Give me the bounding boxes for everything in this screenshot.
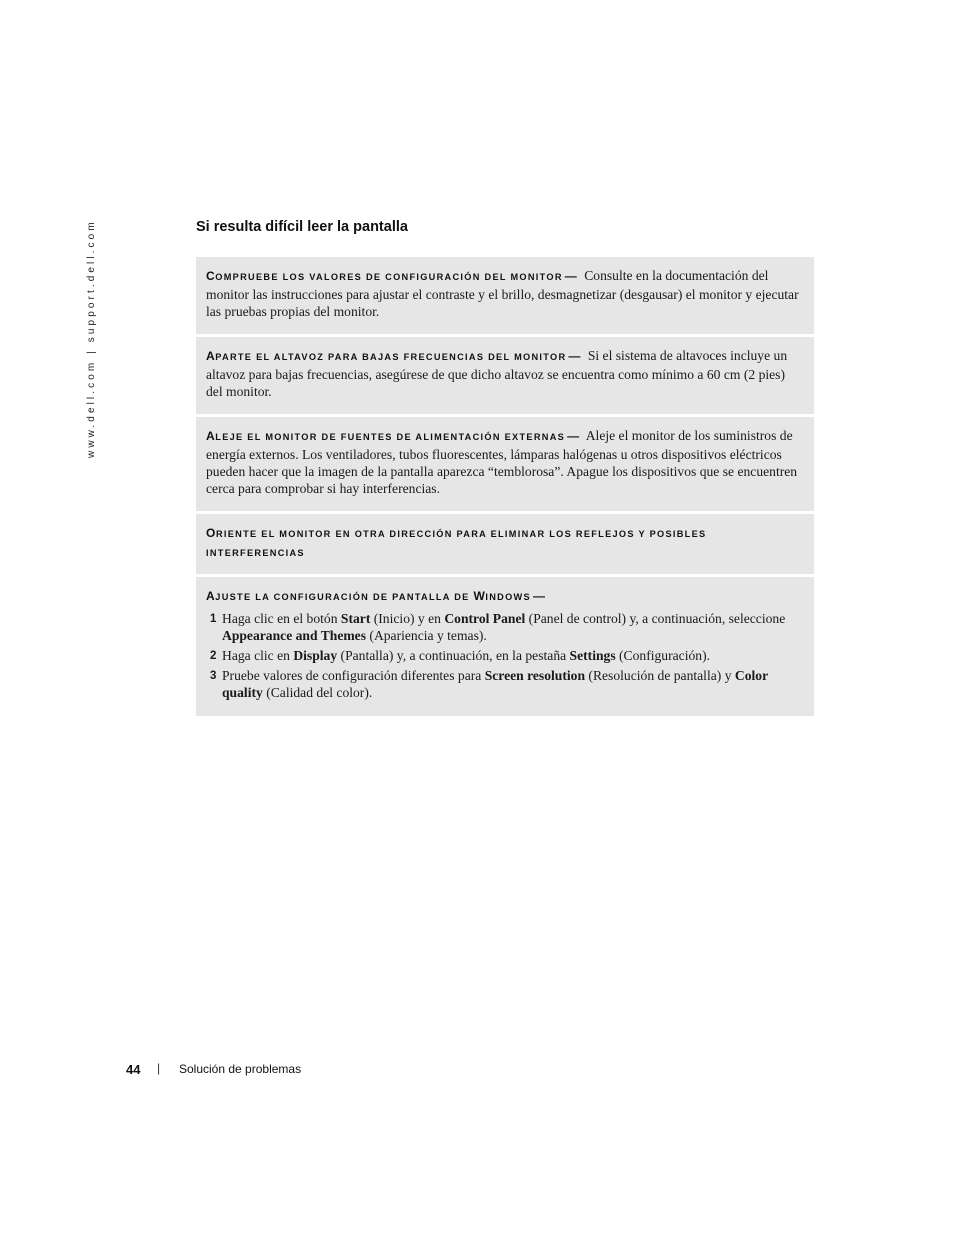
tip-paragraph: APARTE EL ALTAVOZ PARA BAJAS FRECUENCIAS DEL MONITOR — Si el sistema de altavoces incluye un altavoz para bajas frecuencias, asegúrese de que dicho altavoz se encuentra como mínimo a 60 cm (2 pies) del monitor. <box>206 348 788 399</box>
step-item: 1 Haga clic en el botón Start (Inicio) y en Control Panel (Panel de control) y, a continuación, seleccione Appearance and Themes (Apariencia y temas). <box>210 611 786 643</box>
tip-body: Aleje el monitor de los suministros de energía externos. Los ventiladores, tubos fluorescentes, lámparas halógenas u otros dispositivos eléctricos pueden hacer que la imagen de la pantalla aparezca “temblorosa”. Apague los dispositivos que se encuentren cerca para comprobar si hay interferencias. <box>206 428 798 496</box>
tip-heading: AJUSTE LA CONFIGURACIÓN DE PANTALLA DE WINDOWS <box>206 589 531 603</box>
page-number: 44 <box>126 1062 141 1077</box>
step-number: 1 <box>210 613 217 625</box>
side-url: www.dell.com | support.dell.com <box>86 219 97 458</box>
step-item: 2 Haga clic en Display (Pantalla) y, a continuación, en la pestaña Settings (Configuración). <box>210 648 710 663</box>
ui-term: Screen resolution <box>484 668 586 683</box>
tip-body: Si el sistema de altavoces incluye un altavoz para bajas frecuencias, asegúrese de que dicho altavoz se encuentra como mínimo a 60 cm (2 pies) del monitor. <box>206 348 788 399</box>
tip-heading: APARTE EL ALTAVOZ PARA BAJAS FRECUENCIAS DEL MONITOR <box>206 349 567 363</box>
ui-term: Color quality <box>222 668 768 700</box>
ui-term: Settings <box>569 648 616 663</box>
footer-separator: | <box>157 1061 161 1075</box>
tip-box-adjust-windows-display <box>196 577 814 716</box>
tip-paragraph: ALEJE EL MONITOR DE FUENTES DE ALIMENTACIÓN EXTERNAS — Aleje el monitor de los suministros de energía externos. Los ventiladores, tubos fluorescentes, lámparas halógenas u otros dispositivos eléctricos pueden hacer que la imagen de la pantalla aparezca “temblorosa”. Apague los dispositivos que se encuentren cerca para comprobar si hay interferencias. <box>206 428 798 496</box>
ui-term: Start <box>340 611 371 626</box>
ui-term: Display <box>293 648 338 663</box>
footer-chapter-title: Solución de problemas <box>179 1062 302 1076</box>
tip-box-check-monitor-settings <box>196 257 814 334</box>
step-number: 3 <box>210 670 217 682</box>
step-number: 2 <box>210 650 217 662</box>
tip-box-rotate-monitor <box>196 514 814 574</box>
tip-paragraph: AJUSTE LA CONFIGURACIÓN DE PANTALLA DE WINDOWS — <box>206 589 545 603</box>
tip-box-move-subwoofer <box>196 337 814 414</box>
ui-term: Appearance and Themes <box>222 628 367 643</box>
section-title: Si resulta difícil leer la pantalla <box>196 219 408 235</box>
tip-heading: ALEJE EL MONITOR DE FUENTES DE ALIMENTACIÓN EXTERNAS <box>206 429 566 443</box>
tip-heading: COMPRUEBE LOS VALORES DE CONFIGURACIÓN DEL MONITOR <box>206 269 563 283</box>
step-item: 3 Pruebe valores de configuración diferentes para Screen resolution (Resolución de pantalla) y Color quality (Calidad del color). <box>210 668 768 700</box>
tip-body: Consulte en la documentación del monitor las instrucciones para ajustar el contraste y el brillo, desmagnetizar (desgausar) el monitor y ejecutar las pruebas propias del monitor. <box>206 268 799 319</box>
tip-box-move-from-power-sources <box>196 417 814 511</box>
page-footer <box>126 1061 302 1077</box>
tip-paragraph: COMPRUEBE LOS VALORES DE CONFIGURACIÓN DEL MONITOR — Consulte en la documentación del monitor las instrucciones para ajustar el contraste y el brillo, desmagnetizar (desgausar) el monitor y ejecutar las pruebas propias del monitor. <box>206 268 799 319</box>
step-list <box>206 610 802 701</box>
tip-paragraph <box>206 524 802 562</box>
tip-heading: ORIENTE EL MONITOR EN OTRA DIRECCIÓN PARA ELIMINAR LOS REFLEJOS Y POSIBLES INTERFERENCIAS <box>206 526 707 558</box>
ui-term: Control Panel <box>444 611 526 626</box>
